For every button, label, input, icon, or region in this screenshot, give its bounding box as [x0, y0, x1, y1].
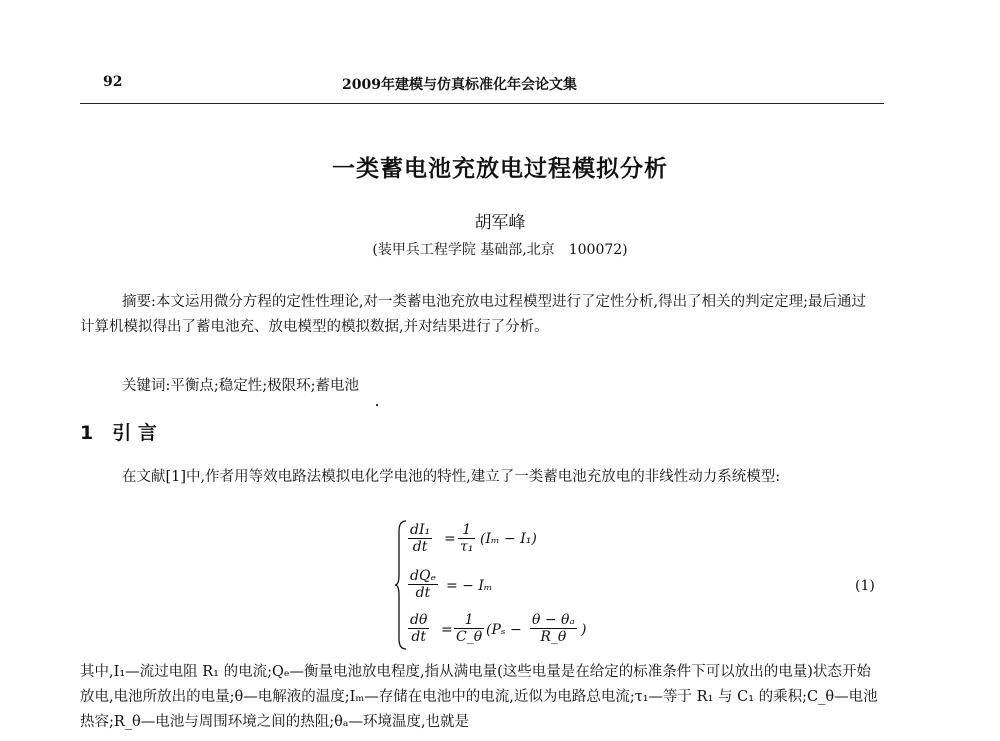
- eq1-equals: =: [444, 531, 456, 547]
- eq3-coefficient: [454, 612, 484, 645]
- eq1-derivative: [408, 522, 432, 555]
- eq2-numerator: dQₑ: [410, 568, 436, 584]
- eq3-denominator: dt: [408, 628, 429, 645]
- running-title: 2009年建模与仿真标准化年会论文集: [342, 77, 577, 93]
- section-heading: 1 引 言: [80, 422, 157, 444]
- eq3-inner-fraction: [530, 612, 577, 645]
- eq2-rhs: = − Iₘ: [446, 578, 493, 594]
- left-brace-icon: [394, 519, 408, 651]
- eq3-coef-denominator: C_θ: [456, 629, 483, 645]
- eq3-close-paren: ): [581, 622, 587, 638]
- eq1-rhs: (Iₘ − I₁): [480, 531, 537, 547]
- abstract: 摘要:本文运用微分方程的定性性理论,对一类蓄电池充放电过程模型进行了定性分析,得出了相关的判定定理;最后通过计算机模拟得出了蓄电池充、放电模型的模拟数据,并对结果进行了分析。: [80, 294, 866, 335]
- eq3-equals: =: [441, 622, 453, 638]
- eq2-denominator: dt: [408, 584, 438, 601]
- eq1-coefficient: [458, 522, 475, 555]
- intro-paragraph: 在文献[1]中,作者用等效电路法模拟电化学电池的特性,建立了一类蓄电池充放电的非线性动力系统模型:: [122, 469, 781, 485]
- eq3-derivative: [408, 612, 429, 645]
- eq3-middle: (Pₛ −: [486, 622, 522, 638]
- eq3-inner-numerator: θ − θₐ: [532, 612, 575, 628]
- author-affiliation: (装甲兵工程学院 基础部,北京 100072): [372, 242, 628, 258]
- eq2-derivative: [408, 568, 438, 601]
- eq1-denominator: dt: [408, 538, 432, 555]
- eq1-numerator: dI₁: [410, 522, 431, 538]
- page-number: 92: [103, 74, 123, 90]
- eq1-coef-denominator: τ₁: [460, 539, 474, 555]
- author-name: 胡军峰: [474, 213, 526, 233]
- eq1-coef-numerator: 1: [462, 522, 472, 538]
- eq3-numerator: dθ: [410, 612, 428, 628]
- keywords: 关键词:平衡点;稳定性;极限环;蓄电池: [122, 378, 360, 394]
- equation-number: (1): [855, 578, 875, 594]
- eq3-inner-denominator: R_θ: [530, 628, 577, 645]
- paper-title: 一类蓄电池充放电过程模拟分析: [332, 156, 668, 182]
- eq3-coef-numerator: 1: [464, 612, 474, 628]
- variables-paragraph: 其中,I₁—流过电阻 R₁ 的电流;Qₑ—衡量电池放电程度,指从满电量(这些电量是在给定的标准条件下可以放出的电量)状态开始放电,电池所放出的电量;θ—电解液的温度;Iₘ—存储在电池中的电流,近似为电路总电流;τ₁—等于 R₁ 与 C₁ 的乘积;C_θ—电池热容;R_θ—电池与周围环境之间的热阻;θₐ—环境温度,也就是: [80, 664, 878, 730]
